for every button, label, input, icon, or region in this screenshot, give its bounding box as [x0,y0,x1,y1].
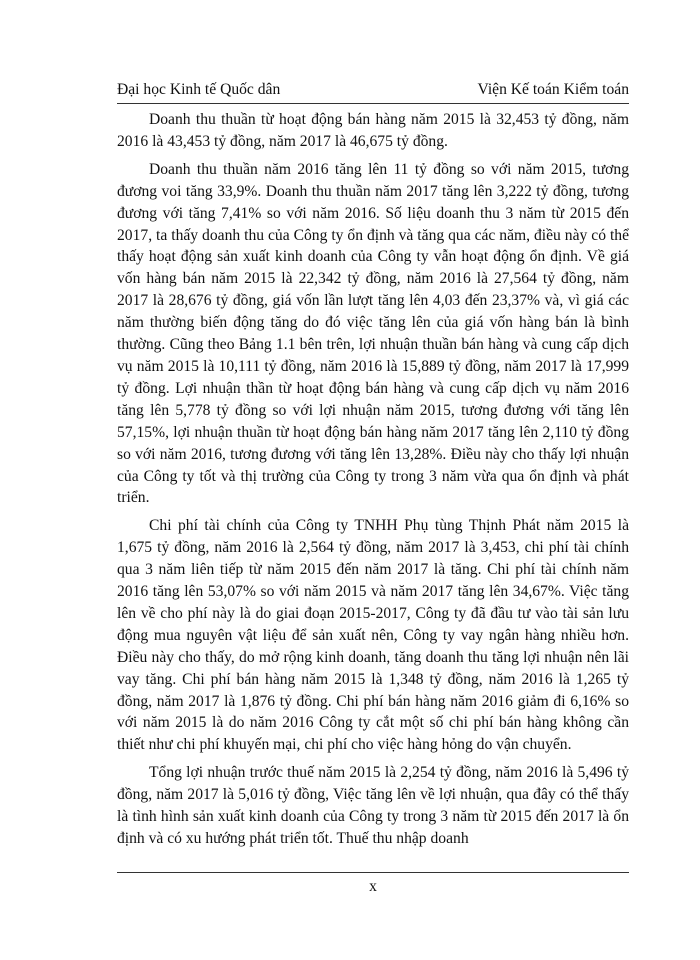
paragraph-profit-analysis: Tổng lợi nhuận trước thuế năm 2015 là 2,254 tỷ đồng, năm 2016 là 5,496 tỷ đồng, năm 2017 là 5,016 tỷ đồng, Việc tăng lên về lợi nhuận, qua đây có thể thấy là tình hình sản xuất kinh doanh của Công ty trong 3 năm từ 2015 đến 2017 là ổn định và có xu hướng phát triển tốt. Thuế thu nhập doanh [117,764,629,847]
paragraph-expense-analysis: Chi phí tài chính của Công ty TNHH Phụ tùng Thịnh Phát năm 2015 là 1,675 tỷ đồng, năm 2016 là 2,564 tỷ đồng, năm 2017 là 3,453, chi phí tài chính qua 3 năm liên tiếp từ năm 2015 đến năm 2017 là tăng. Chi phí tài chính năm 2016 tăng lên 53,07% so với năm 2015 và năm 2017 tăng lên 34,67%. Việc tăng lên về cho phí này là do giai đoạn 2015-2017, Công ty đã đầu tư vào tài sản lưu động mua nguyên vật liệu để sản xuất nên, Công ty vay ngân hàng nhiều hơn. Điều này cho thấy, do mở rộng kinh doanh, tăng doanh thu tăng lợi nhuận nên lãi vay tăng. Chi phí bán hàng năm 2015 là 1,348 tỷ đồng, năm 2016 là 1,265 tỷ đồng, năm 2017 là 1,876 tỷ đồng. Chi phí bán hàng năm 2016 giảm đi 6,16% so với năm 2015 là do năm 2016 Công ty cắt một số chi phí bán hàng không cần thiết như chi phí khuyến mại, chi phí cho việc hàng hỏng do vận chuyển. [117,517,629,754]
header-divider [117,103,629,104]
page-number: x [369,878,377,895]
header-university: Đại học Kinh tế Quốc dân [117,81,281,98]
header-institute: Viện Kế toán Kiểm toán [477,81,629,98]
paragraph-revenue-summary: Doanh thu thuần từ hoạt động bán hàng năm 2015 là 32,453 tỷ đồng, năm 2016 là 43,453 tỷ đồng, năm 2017 là 46,675 tỷ đồng. [117,111,629,150]
footer-divider [117,872,629,873]
paragraph-revenue-analysis: Doanh thu thuần năm 2016 tăng lên 11 tỷ đồng so với năm 2015, tương đương voi tăng 33,9%. Doanh thu thuần năm 2017 tăng lên 3,222 tỷ đồng, tương đương với tăng 7,41% so với năm 2016. Số liệu doanh thu 3 năm từ 2015 đến 2017, ta thấy doanh thu của Công ty ổn định và tăng qua các năm, điều này có thể thấy hoạt động sản xuất kinh doanh của Công ty vẫn hoạt động ổn định. Về giá vốn hàng bán năm 2015 là 22,342 tỷ đồng, năm 2016 là 27,564 tỷ đồng, năm 2017 là 28,676 tỷ đồng, giá vốn lần lượt tăng lên 4,03 đến 23,37% và, vì giá các năm thường biến động tăng do đó việc tăng lên của giá vốn hàng bán là bình thường. Cũng theo Bảng 1.1 bên trên, lợi nhuận thuần bán hàng và cung cấp dịch vụ năm 2015 là 10,111 tỷ đồng, năm 2016 là 15,889 tỷ đồng, năm 2017 là 17,999 tỷ đồng. Lợi nhuận thần từ hoạt động bán hàng và cung cấp dịch vụ năm 2016 tăng lên 5,778 tỷ đồng so với lợi nhuận năm 2015, tương đương với tăng lên 57,15%, lợi nhuận thuần từ hoạt động bán hàng năm 2017 tăng lên 2,110 tỷ đồng so với năm 2016, tương đương với tăng lên 13,28%. Điều này cho thấy lợi nhuận của Công ty tốt và thị trường của Công ty trong 3 năm vừa qua ổn định và phát triển. [117,160,629,507]
document-body [117,109,629,856]
page-header [117,80,629,100]
